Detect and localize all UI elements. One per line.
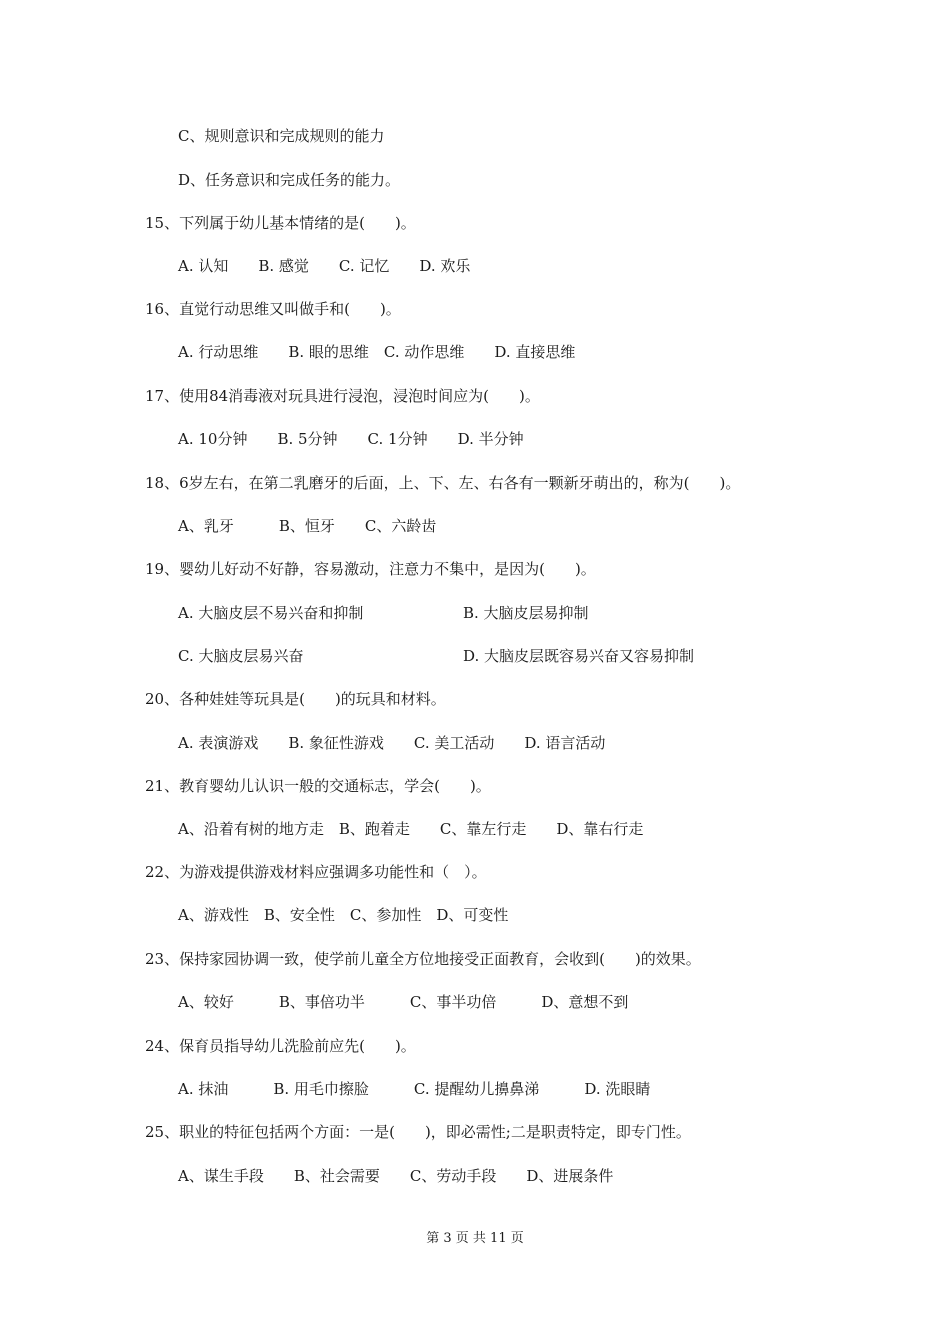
options-20: A. 表演游戏 B. 象征性游戏 C. 美工活动 D. 语言活动 xyxy=(178,734,606,752)
question-16: 16、直觉行动思维又叫做手和( )。 xyxy=(145,300,401,318)
options-24: A. 抹油 B. 用毛巾擦脸 C. 提醒幼儿擤鼻涕 D. 洗眼睛 xyxy=(178,1080,651,1098)
page-footer: 第 3 页 共 11 页 xyxy=(426,1231,524,1246)
question-23: 23、保持家园协调一致，使学前儿童全方位地接受正面教育，会收到( )的效果。 xyxy=(145,950,701,968)
option-19-d: D. 大脑皮层既容易兴奋又容易抑制 xyxy=(463,647,695,665)
option-19-a: A. 大脑皮层不易兴奋和抑制 xyxy=(178,604,364,622)
option-line: C、规则意识和完成规则的能力 xyxy=(178,127,385,145)
options-17: A. 10分钟 B. 5分钟 C. 1分钟 D. 半分钟 xyxy=(178,430,524,448)
question-25: 25、职业的特征包括两个方面：一是( )，即必需性;二是职责特定，即专门性。 xyxy=(145,1123,691,1141)
question-17: 17、使用84消毒液对玩具进行浸泡，浸泡时间应为( )。 xyxy=(145,387,540,405)
options-21: A、沿着有树的地方走 B、跑着走 C、靠左行走 D、靠右行走 xyxy=(178,820,644,838)
question-18: 18、6岁左右，在第二乳磨牙的后面，上、下、左、右各有一颗新牙萌出的，称为( )。 xyxy=(145,474,741,492)
question-19: 19、婴幼儿好动不好静，容易激动，注意力不集中，是因为( )。 xyxy=(145,560,596,578)
options-15: A. 认知 B. 感觉 C. 记忆 D. 欢乐 xyxy=(178,257,471,275)
options-22: A、游戏性 B、安全性 C、参加性 D、可变性 xyxy=(178,906,509,924)
question-21: 21、教育婴幼儿认识一般的交通标志，学会( )。 xyxy=(145,777,491,795)
options-16: A. 行动思维 B. 眼的思维 C. 动作思维 D. 直接思维 xyxy=(178,343,576,361)
options-23: A、较好 B、事倍功半 C、事半功倍 D、意想不到 xyxy=(178,993,629,1011)
question-15: 15、下列属于幼儿基本情绪的是( )。 xyxy=(145,214,416,232)
question-22: 22、为游戏提供游戏材料应强调多功能性和（ ）。 xyxy=(145,863,487,881)
option-19-c: C. 大脑皮层易兴奋 xyxy=(178,647,304,665)
options-18: A、乳牙 B、恒牙 C、六龄齿 xyxy=(178,517,437,535)
option-line: D、任务意识和完成任务的能力。 xyxy=(178,171,401,189)
question-24: 24、保育员指导幼儿洗脸前应先( )。 xyxy=(145,1037,416,1055)
options-25: A、谋生手段 B、社会需要 C、劳动手段 D、进展条件 xyxy=(178,1167,614,1185)
option-19-b: B. 大脑皮层易抑制 xyxy=(463,604,589,622)
question-20: 20、各种娃娃等玩具是( )的玩具和材料。 xyxy=(145,690,446,708)
